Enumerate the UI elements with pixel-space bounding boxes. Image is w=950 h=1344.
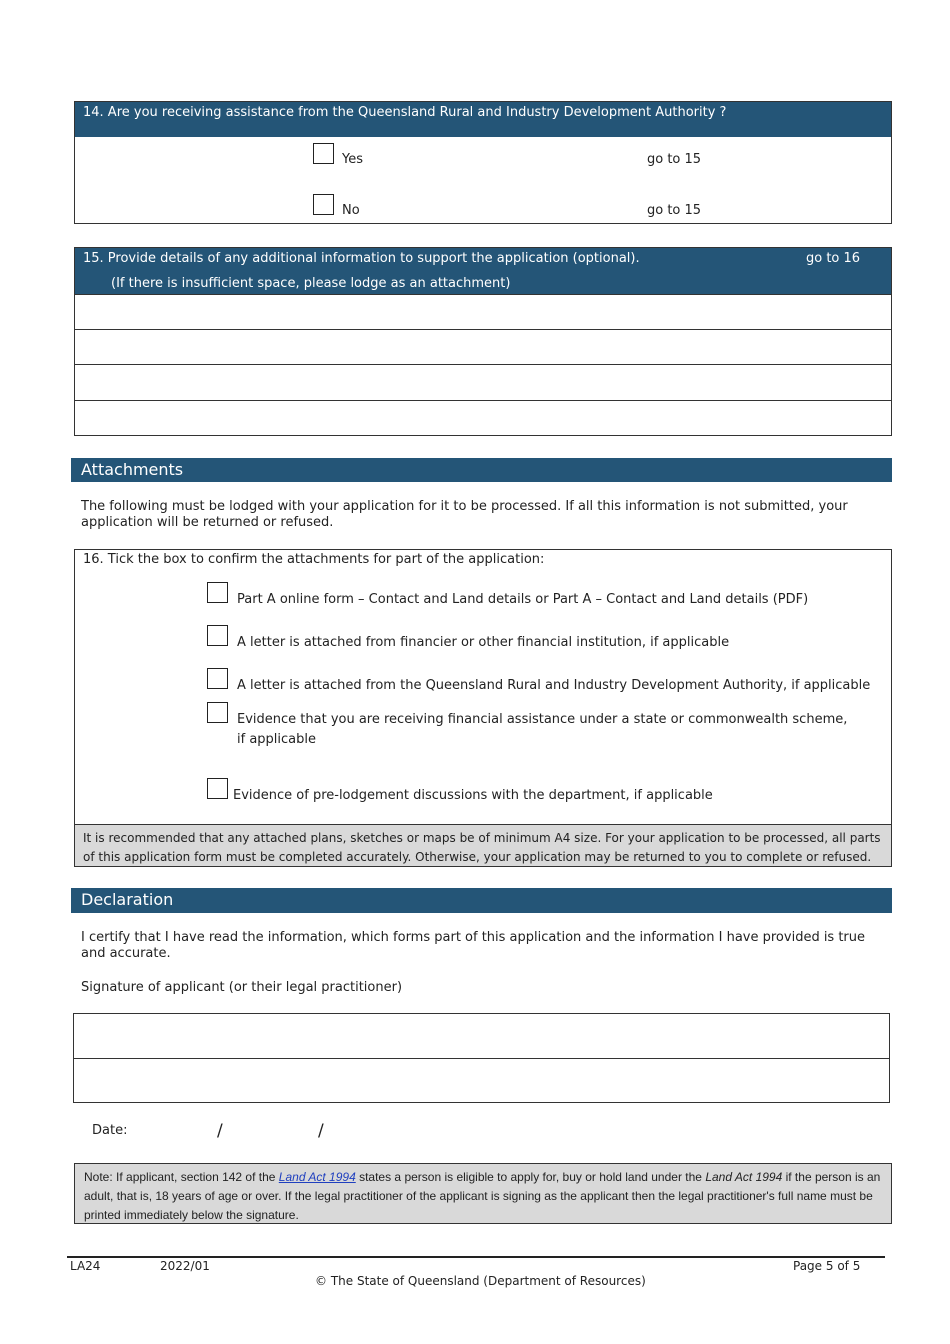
declaration-heading (71, 888, 892, 913)
question-15-subtitle: (If there is insufficient space, please lodge as an attachment) (111, 276, 511, 291)
financier-letter-label: A letter is attached from financier or other financial institution, if applicable (237, 635, 730, 650)
question-14-header (75, 102, 891, 137)
question-14-title: 14. Are you receiving assistance from the Queensland Rural and Industry Development Authority ? (83, 105, 727, 120)
footer-rule (67, 1256, 885, 1258)
declaration-certify: I certify that I have read the information, which forms part of this application and the information I have provided is true and accurate. (81, 930, 866, 961)
no-checkbox[interactable] (313, 194, 334, 215)
declaration-note-mid: states a person is eligible to apply for, buy or hold land under the (355, 1170, 706, 1184)
no-label: No (342, 203, 360, 218)
financial-assistance-label-cont: if applicable (237, 732, 316, 747)
qrida-letter-checkbox[interactable] (207, 668, 228, 689)
declaration-note-post: if the person is an adult, that is, 18 years of age or over. If the legal practitioner of the applicant is signing as the applicant then the legal practitioner's full name must be printed immediately below the signature. (84, 1170, 881, 1222)
attachments-heading (71, 458, 892, 482)
declaration-note (74, 1163, 892, 1224)
financier-letter-checkbox[interactable] (207, 625, 228, 646)
land-act-link[interactable]: Land Act 1994 (278, 1170, 356, 1184)
attachments-note (74, 824, 892, 867)
attachments-intro: The following must be lodged with your application for it to be processed. If all this information is not submitted, your application will be returned or refused. (81, 499, 848, 530)
financial-assistance-label: Evidence that you are receiving financial assistance under a state or commonwealth scheme, (237, 712, 848, 727)
details-line-2[interactable] (75, 330, 891, 364)
attachments-note-text: It is recommended that any attached plans, sketches or maps be of minimum A4 size. For your application to be processed, all parts of this application form must be completed accurately. Otherwise, your application may be returned to you to complete or refused. (83, 831, 881, 864)
date-separator-2: / (318, 1121, 324, 1141)
details-line-4[interactable] (75, 401, 891, 435)
declaration-note-pre: Note: If applicant, section 142 of the (84, 1170, 279, 1184)
details-line-1[interactable] (75, 295, 891, 329)
date-year-field[interactable] (333, 1118, 423, 1140)
yes-goto: go to 15 (647, 152, 702, 167)
question-15-goto: go to 16 (806, 251, 861, 266)
footer-form-code: LA24 (70, 1259, 101, 1273)
signature-box (73, 1013, 890, 1103)
qrida-letter-label: A letter is attached from the Queensland Rural and Industry Development Authority, if applicable (237, 678, 871, 693)
details-line-3[interactable] (75, 365, 891, 399)
signature-field[interactable] (74, 1014, 889, 1058)
part-a-checkbox[interactable] (207, 582, 228, 603)
yes-label: Yes (342, 152, 363, 167)
question-16-section (74, 549, 892, 867)
financial-assistance-checkbox[interactable] (207, 702, 228, 723)
date-month-field[interactable] (232, 1118, 312, 1140)
pre-lodgement-checkbox[interactable] (207, 778, 228, 799)
date-separator-1: / (217, 1121, 223, 1141)
declaration-heading-text: Declaration (81, 890, 174, 909)
question-15-section (74, 247, 892, 436)
yes-checkbox[interactable] (313, 143, 334, 164)
pre-lodgement-label: Evidence of pre-lodgement discussions with the department, if applicable (233, 788, 713, 803)
attachments-heading-text: Attachments (81, 460, 184, 479)
printed-name-field[interactable] (74, 1059, 889, 1102)
question-15-title: 15. Provide details of any additional information to support the application (optional). (83, 251, 640, 266)
footer-page-number: Page 5 of 5 (793, 1259, 861, 1273)
part-a-label: Part A online form – Contact and Land details or Part A – Contact and Land details (PDF) (237, 592, 809, 607)
footer-version: 2022/01 (160, 1259, 210, 1273)
no-goto: go to 15 (647, 203, 702, 218)
date-label: Date: (92, 1123, 128, 1138)
question-16-title: 16. Tick the box to confirm the attachments for part of the application: (83, 552, 545, 567)
footer-copyright: © The State of Queensland (Department of Resources) (315, 1274, 646, 1288)
declaration-note-italic: Land Act 1994 (705, 1170, 783, 1184)
question-14-section (74, 101, 892, 224)
date-day-field[interactable] (140, 1118, 212, 1140)
signature-label: Signature of applicant (or their legal practitioner) (81, 980, 403, 995)
question-15-header (75, 248, 891, 294)
